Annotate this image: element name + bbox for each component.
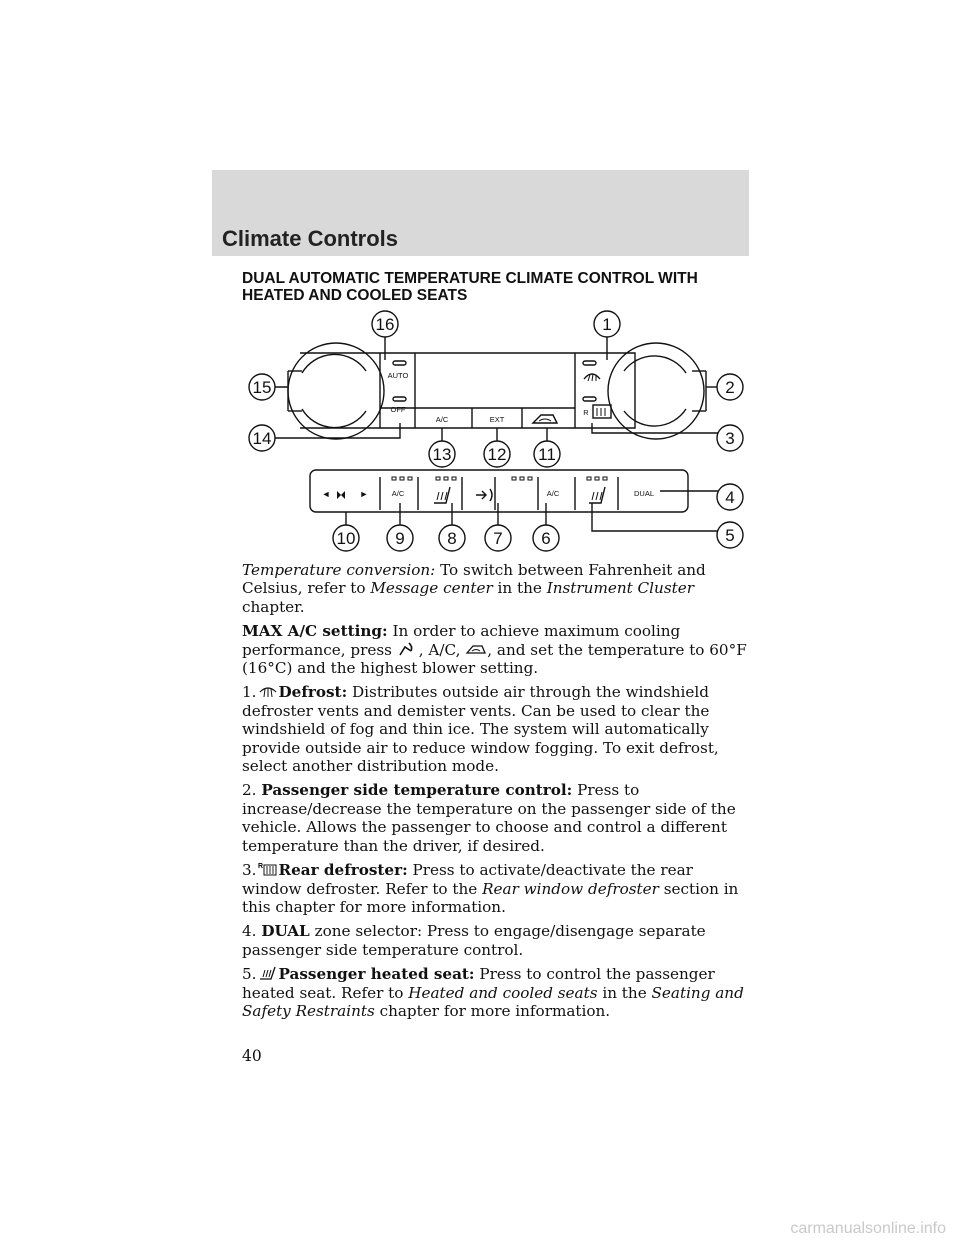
page-number: 40	[242, 1047, 262, 1065]
callout-14: 14	[252, 429, 272, 448]
climate-control-diagram	[240, 305, 760, 555]
driver-temperature-knob	[288, 343, 384, 439]
section-title: DUAL AUTOMATIC TEMPERATURE CLIMATE CONTROL WITH HEATED AND COOLED SEATS	[242, 270, 698, 304]
callout-5: 5	[725, 526, 735, 545]
callout-8: 8	[447, 529, 457, 548]
heated-seat-icon	[257, 965, 279, 981]
callout-4: 4	[725, 488, 735, 507]
callout-16: 16	[375, 315, 395, 334]
rear-defrost-icon	[593, 405, 611, 418]
paragraph-max-ac: MAX A/C setting: In order to achieve maximum cooling performance, press , A/C, , and set the temperature to 60°F (16°C) and the highest blower setting.	[242, 622, 747, 678]
callout-1: 1	[602, 315, 612, 334]
body-text	[242, 561, 757, 1026]
airflow-mode-icon	[476, 489, 492, 501]
ac-right-label: A/C	[546, 489, 560, 498]
callout-10: 10	[336, 529, 356, 548]
chapter-header-band	[212, 170, 749, 256]
paragraph-item-3: 3. R Rear defroster: Press to activate/deactivate the rear window defroster. Refer to the Rear window defroster section in this chapter for more information.	[242, 861, 739, 916]
callout-12: 12	[487, 445, 507, 464]
watermark[interactable]: carmanualsonline.info	[790, 1220, 946, 1237]
passenger-temperature-knob	[608, 343, 704, 439]
fan-up-arrow: ►	[359, 489, 369, 499]
recirculation-icon	[533, 415, 557, 423]
auto-button-label: AUTO	[387, 371, 409, 380]
ext-button-label: EXT	[489, 415, 505, 424]
callout-15: 15	[252, 378, 272, 397]
defrost-icon	[257, 683, 279, 699]
callout-2: 2	[725, 378, 735, 397]
ac-top-label: A/C	[435, 415, 449, 424]
paragraph-item-4: 4. DUAL zone selector: Press to engage/disengage separate passenger side temperature control.	[242, 922, 706, 959]
paragraph-item-5: 5. Passenger heated seat: Press to control the passenger heated seat. Refer to Heated and cooled seats in the Seating and Safety Restraints chapter for more information.	[242, 965, 744, 1020]
off-button-label: OFF	[390, 405, 406, 414]
callout-9: 9	[395, 529, 405, 548]
callout-7: 7	[493, 529, 503, 548]
paragraph-item-2: 2. Passenger side temperature control: Press to increase/decrease the temperature on the passenger side of the vehicle. Allows the passenger to choose and control a different temperature than the driver, if desired.	[242, 781, 736, 855]
rear-defroster-icon	[257, 861, 279, 877]
callout-13: 13	[432, 445, 452, 464]
callout-11: 11	[538, 445, 556, 464]
callout-3: 3	[725, 429, 735, 448]
paragraph-item-1: 1. Defrost: Distributes outside air through the windshield defroster vents and demister vents. Can be used to clear the windshield of fog and thin ice. The system will automatically provide outside air to reduce window fogging. To exit defrost, select another distribution mode.	[242, 683, 719, 776]
paragraph-temperature-conversion: Temperature conversion: To switch between Fahrenheit and Celsius, refer to Message center in the Instrument Cluster chapter.	[242, 561, 706, 616]
rear-label: R	[583, 408, 589, 417]
airflow-icon	[397, 641, 419, 657]
recirculation-icon	[465, 641, 487, 657]
svg-text:R: R	[257, 863, 263, 871]
callout-6: 6	[541, 529, 551, 548]
fan-icon	[337, 491, 345, 499]
passenger-heated-seat-icon	[589, 487, 605, 503]
chapter-title: Climate Controls	[222, 226, 399, 251]
fan-down-arrow: ◄	[321, 489, 331, 499]
dual-button-label: DUAL	[633, 489, 655, 498]
front-defrost-icon	[584, 374, 600, 381]
driver-heated-seat-icon	[434, 487, 450, 503]
ac-left-label: A/C	[391, 489, 405, 498]
